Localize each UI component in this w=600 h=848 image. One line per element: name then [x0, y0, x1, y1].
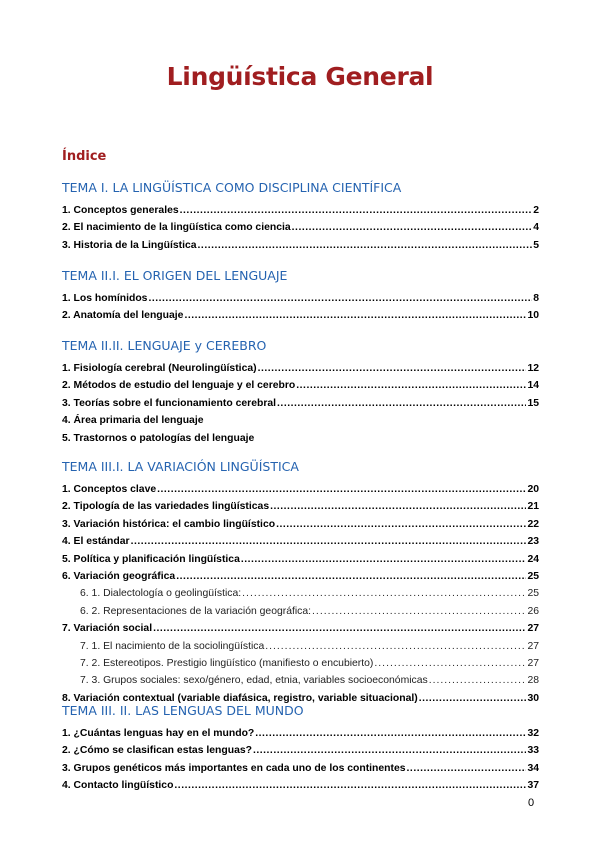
- toc-dot-leader: [276, 516, 526, 533]
- toc-entry-label: 7. Variación social: [62, 623, 153, 635]
- section-heading: TEMA III. II. LAS LENGUAS DEL MUNDO: [62, 703, 304, 718]
- toc-entry-label: 2. Tipología de las variedades lingüísticas: [62, 501, 270, 513]
- toc-dot-leader: [277, 395, 526, 412]
- toc-entry-label: 2. ¿Cómo se clasifican estas lenguas?: [62, 745, 252, 757]
- toc-dot-leader: [157, 481, 526, 498]
- toc-dot-leader: [148, 290, 532, 307]
- toc-entry-label: 6. 2. Representaciones de la variación geográfica:: [80, 605, 312, 617]
- toc-dot-leader: [184, 307, 526, 324]
- toc-entry[interactable]: [62, 377, 539, 394]
- toc-dot-leader: [270, 498, 526, 515]
- section-tema-3-1: [62, 457, 539, 707]
- toc-entry-page: 27: [527, 640, 539, 652]
- toc-entry-label: 4. Área primaria del lenguaje: [62, 415, 204, 427]
- toc-entry[interactable]: [62, 481, 539, 498]
- toc-entry-page: 15: [527, 397, 539, 409]
- toc-subentry[interactable]: [62, 638, 539, 655]
- toc-dot-leader: [180, 202, 533, 219]
- toc-dot-leader: [198, 237, 533, 254]
- section-tema-2-2: [62, 336, 539, 447]
- toc-entry-label: 2. Métodos de estudio del lenguaje y el cerebro: [62, 380, 296, 392]
- toc-dot-leader: [153, 620, 526, 637]
- toc-entry-page: 21: [527, 501, 539, 513]
- toc-entry[interactable]: [62, 430, 539, 447]
- toc-entry[interactable]: [62, 620, 539, 637]
- toc-dot-leader: [296, 377, 526, 394]
- section-tema-1: [62, 178, 539, 254]
- toc-entry[interactable]: [62, 498, 539, 515]
- page-title: Lingüística General: [166, 62, 434, 91]
- toc-subentry[interactable]: [62, 585, 539, 602]
- toc-entry-label: 8. Variación contextual (variable diafásica, registro, variable situacional): [62, 692, 418, 704]
- toc-entry-page: 2: [533, 205, 539, 216]
- toc-entry-label: 7. 1. El nacimiento de la sociolingüística: [80, 640, 265, 652]
- toc-entry-page: 27: [527, 657, 539, 669]
- toc-entry[interactable]: [62, 516, 539, 533]
- toc-entry[interactable]: [62, 725, 539, 742]
- toc-dot-leader: [429, 672, 527, 689]
- toc-entry-page: 12: [527, 363, 539, 374]
- toc-entry-label: 4. Contacto lingüístico: [62, 780, 174, 792]
- toc-entry[interactable]: [62, 237, 539, 254]
- toc-entry-page: 8: [533, 293, 539, 304]
- section-heading: TEMA II.II. LENGUAJE y CEREBRO: [62, 338, 267, 353]
- toc-entry[interactable]: [62, 551, 539, 568]
- toc-entry-label: 1. ¿Cuántas lenguas hay en el mundo?: [62, 728, 255, 739]
- toc-entry-page: 4: [533, 222, 539, 234]
- toc-entry-page: 27: [527, 623, 539, 635]
- toc-entry[interactable]: [62, 777, 539, 794]
- toc-entry-label: 2. El nacimiento de la lingüística como ciencia: [62, 222, 291, 234]
- section-tema-3-2: [62, 701, 539, 795]
- toc-entry-page: 22: [527, 518, 539, 530]
- toc-entry-label: 1. Conceptos generales: [62, 205, 179, 216]
- toc-entry-label: 3. Grupos genéticos más importantes en cada uno de los continentes: [62, 762, 406, 774]
- toc-entry[interactable]: [62, 202, 539, 219]
- section-heading: TEMA I. LA LINGÜÍSTICA COMO DISCIPLINA CIENTÍFICA: [62, 180, 402, 195]
- toc-entry[interactable]: [62, 568, 539, 585]
- toc-subentry[interactable]: [62, 603, 539, 620]
- toc-entry-label: 7. 2. Estereotipos. Prestigio lingüístico (manifiesto o encubierto): [80, 657, 374, 669]
- toc-entry-page: 5: [533, 239, 539, 251]
- toc-entry-label: 6. 1. Dialectología o geolingüística:: [80, 588, 242, 600]
- toc-entry-label: 3. Variación histórica: el cambio lingüístico: [62, 518, 276, 530]
- toc-entry-page: 20: [527, 484, 539, 495]
- page-number: 0: [528, 797, 535, 809]
- section-heading: TEMA III.I. LA VARIACIÓN LINGÜÍSTICA: [62, 459, 299, 474]
- toc-dot-leader: [242, 585, 526, 602]
- toc-entry-page: 37: [527, 780, 539, 792]
- toc-entry[interactable]: [62, 360, 539, 377]
- toc-dot-leader: [407, 760, 527, 777]
- toc-entry-label: 2. Anatomía del lenguaje: [62, 310, 184, 322]
- toc-entry-page: 28: [527, 675, 539, 687]
- toc-entry[interactable]: [62, 290, 539, 307]
- toc-entry-label: 3. Teorías sobre el funcionamiento cerebral: [62, 397, 277, 409]
- toc-entry[interactable]: [62, 307, 539, 324]
- toc-entry[interactable]: [62, 742, 539, 759]
- toc-entry-page: 24: [527, 553, 539, 565]
- toc-dot-leader: [312, 603, 526, 620]
- section-tema-2-1: [62, 266, 539, 325]
- toc-entry-label: 7. 3. Grupos sociales: sexo/género, edad, etnia, variables socioeconómicas: [80, 675, 428, 687]
- toc-dot-leader: [265, 638, 526, 655]
- toc-dot-leader: [258, 360, 527, 377]
- toc-entry-page: 25: [527, 588, 539, 600]
- toc-dot-leader: [241, 551, 527, 568]
- toc-dot-leader: [292, 219, 533, 236]
- toc-dot-leader: [253, 742, 526, 759]
- toc-entry-page: 33: [527, 745, 539, 757]
- toc-dot-leader: [374, 655, 526, 672]
- toc-entry-label: 6. Variación geográfica: [62, 570, 176, 582]
- toc-dot-leader: [131, 533, 527, 550]
- toc-dot-leader: [255, 725, 526, 742]
- toc-entry-page: 10: [527, 310, 539, 322]
- toc-entry-label: 1. Conceptos clave: [62, 484, 157, 495]
- toc-dot-leader: [174, 777, 526, 794]
- toc-entry[interactable]: [62, 412, 539, 429]
- toc-entry-page: 25: [527, 570, 539, 582]
- toc-entry-label: 1. Fisiología cerebral (Neurolingüística): [62, 363, 257, 374]
- index-heading: Índice: [62, 149, 107, 164]
- toc-entry-label: 4. El estándar: [62, 536, 130, 548]
- toc-entry-page: 26: [527, 605, 539, 617]
- toc-entry-page: 14: [527, 380, 539, 392]
- toc-entry-label: 1. Los homínidos: [62, 293, 148, 304]
- toc-subentry[interactable]: [62, 672, 539, 689]
- toc-entry-page: 32: [527, 728, 539, 739]
- toc-entry-label: 5. Trastornos o patologías del lenguaje: [62, 432, 255, 444]
- toc-entry[interactable]: [62, 395, 539, 412]
- toc-entry-label: 3. Historia de la Lingüística: [62, 239, 197, 251]
- toc-entry[interactable]: [62, 533, 539, 550]
- toc-entry-page: 30: [527, 692, 539, 704]
- toc-entry-page: 23: [527, 536, 539, 548]
- toc-dot-leader: [176, 568, 526, 585]
- toc-entry[interactable]: [62, 760, 539, 777]
- toc-entry-page: 34: [527, 762, 539, 774]
- toc-subentry[interactable]: [62, 655, 539, 672]
- toc-entry-label: 5. Política y planificación lingüística: [62, 553, 240, 565]
- toc-entry[interactable]: [62, 219, 539, 236]
- section-heading: TEMA II.I. EL ORIGEN DEL LENGUAJE: [62, 268, 288, 283]
